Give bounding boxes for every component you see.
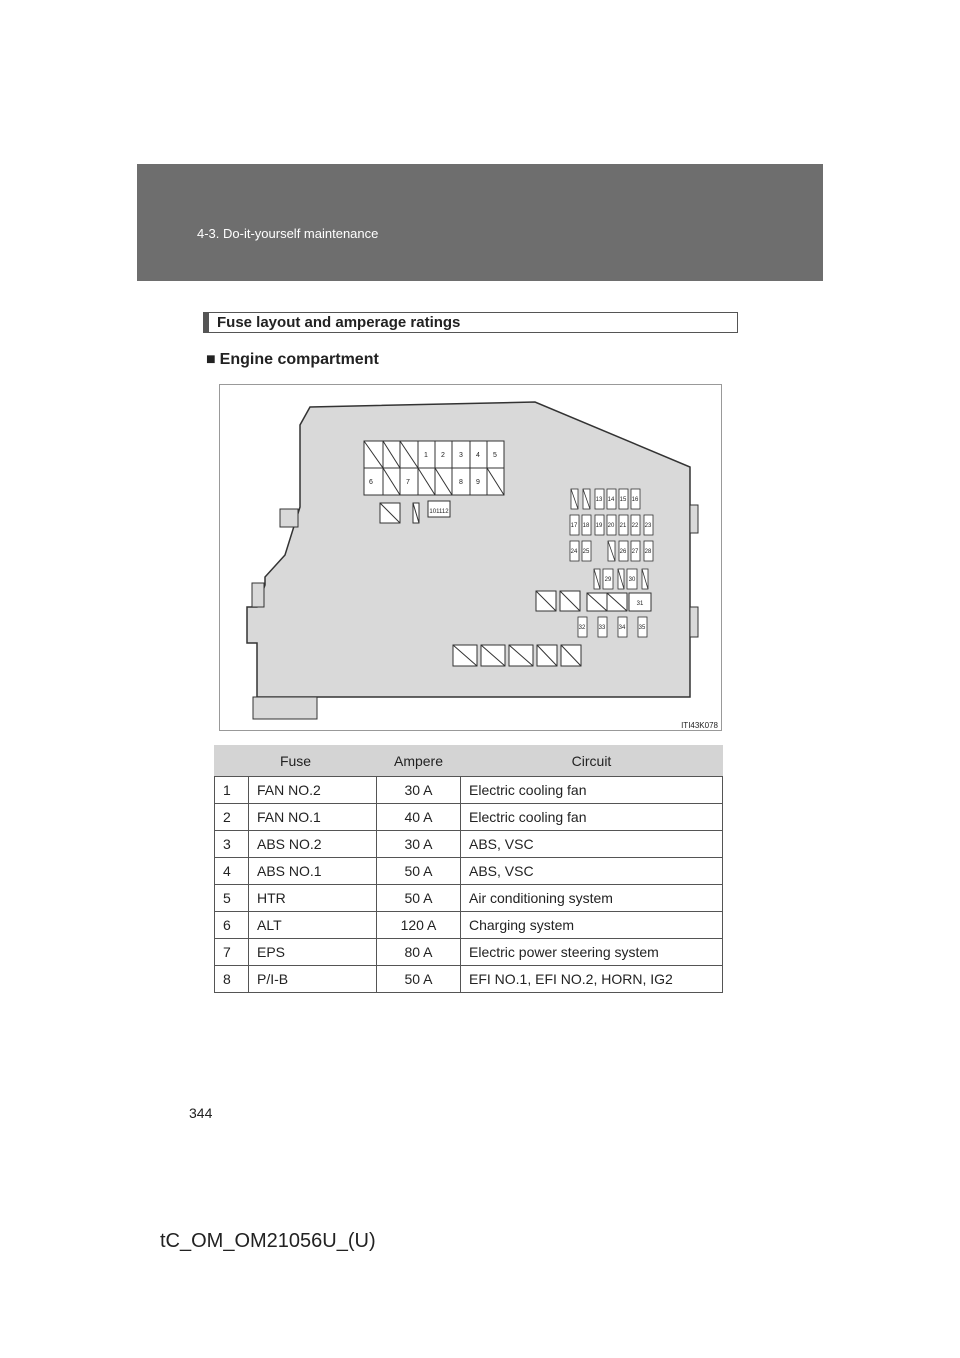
fuse-name: EPS xyxy=(249,939,377,966)
table-row xyxy=(215,777,723,804)
fuse-name: ALT xyxy=(249,912,377,939)
table-row xyxy=(215,912,723,939)
fuse-label-28: 28 xyxy=(644,549,652,555)
fuse-label-18: 18 xyxy=(582,523,590,529)
row-number: 5 xyxy=(215,885,249,912)
ampere-value: 30 A xyxy=(377,777,461,804)
page-number: 344 xyxy=(189,1105,213,1121)
subheading-text: Engine compartment xyxy=(219,351,379,368)
row-number: 2 xyxy=(215,804,249,831)
fuse-table xyxy=(214,745,723,993)
fuse-label-10-11-12: 101112 xyxy=(429,509,449,515)
housing-tab xyxy=(690,505,698,533)
ampere-value: 50 A xyxy=(377,885,461,912)
fuse-name: ABS NO.1 xyxy=(249,858,377,885)
ampere-value: 120 A xyxy=(377,912,461,939)
fuse-label-9: 9 xyxy=(476,479,480,486)
fuse-label-35: 35 xyxy=(638,625,646,631)
fuse-label-8: 8 xyxy=(459,479,463,486)
table-row xyxy=(215,831,723,858)
fuse-label-22: 22 xyxy=(631,523,639,529)
row-number: 7 xyxy=(215,939,249,966)
housing-tab xyxy=(253,697,317,719)
row-number: 1 xyxy=(215,777,249,804)
circuit-value: Charging system xyxy=(461,912,723,939)
header-circuit: Circuit xyxy=(461,746,723,777)
table-header-row xyxy=(215,746,723,777)
fuse-label-2: 2 xyxy=(441,452,445,459)
section-title: 4-3. Do-it-yourself maintenance xyxy=(197,226,379,241)
housing-tab xyxy=(252,583,264,607)
fuse-label-21: 21 xyxy=(619,523,627,529)
fuse-slot-6 xyxy=(364,468,383,495)
circuit-value: Electric cooling fan xyxy=(461,804,723,831)
header-ampere: Ampere xyxy=(377,746,461,777)
section-heading xyxy=(203,312,738,333)
circuit-value: ABS, VSC xyxy=(461,831,723,858)
heading-text: Fuse layout and amperage ratings xyxy=(217,314,461,331)
subheading xyxy=(206,351,379,369)
row-number: 3 xyxy=(215,831,249,858)
fuse-label-3: 3 xyxy=(459,452,463,459)
fuse-label-34: 34 xyxy=(618,625,626,631)
fuse-label-32: 32 xyxy=(578,625,586,631)
table-row xyxy=(215,804,723,831)
ampere-value: 80 A xyxy=(377,939,461,966)
row-number: 8 xyxy=(215,966,249,993)
fuse-label-15: 15 xyxy=(619,497,627,503)
fuse-label-30: 30 xyxy=(628,577,636,583)
ampere-value: 30 A xyxy=(377,831,461,858)
table-row xyxy=(215,858,723,885)
fuse-name: HTR xyxy=(249,885,377,912)
fuse-label-24: 24 xyxy=(570,549,578,555)
circuit-value: Electric power steering system xyxy=(461,939,723,966)
fuse-label-4: 4 xyxy=(476,452,480,459)
heading-accent-bar xyxy=(204,313,209,332)
ampere-value: 50 A xyxy=(377,966,461,993)
fuse-label-7: 7 xyxy=(406,479,410,486)
fuse-label-25: 25 xyxy=(582,549,590,555)
fuse-label-33: 33 xyxy=(598,625,606,631)
fuse-name: FAN NO.1 xyxy=(249,804,377,831)
ampere-value: 40 A xyxy=(377,804,461,831)
housing-tab xyxy=(280,509,298,527)
fuse-label-29: 29 xyxy=(604,577,612,583)
ampere-value: 50 A xyxy=(377,858,461,885)
fuse-label-31: 31 xyxy=(636,601,644,607)
fuse-label-1: 1 xyxy=(424,452,428,459)
fuse-box-drawing xyxy=(220,385,723,732)
fuse-label-16: 16 xyxy=(631,497,639,503)
fuse-label-23: 23 xyxy=(644,523,652,529)
fuse-label-14: 14 xyxy=(607,497,615,503)
fuse-name: FAN NO.2 xyxy=(249,777,377,804)
circuit-value: ABS, VSC xyxy=(461,858,723,885)
fuse-name: ABS NO.2 xyxy=(249,831,377,858)
table-row xyxy=(215,939,723,966)
square-bullet-icon: ■ xyxy=(206,351,216,368)
fuse-label-27: 27 xyxy=(631,549,639,555)
footer-code: tC_OM_OM21056U_(U) xyxy=(160,1230,376,1252)
row-number: 6 xyxy=(215,912,249,939)
fuse-label-6: 6 xyxy=(369,479,373,486)
fuse-name: P/I-B xyxy=(249,966,377,993)
housing-tab xyxy=(690,607,698,637)
header-fuse: Fuse xyxy=(215,746,377,777)
fuse-label-20: 20 xyxy=(607,523,615,529)
fuse-label-19: 19 xyxy=(595,523,603,529)
header-band xyxy=(137,164,823,281)
fuse-box-diagram xyxy=(219,384,722,731)
fuse-label-26: 26 xyxy=(619,549,627,555)
row-number: 4 xyxy=(215,858,249,885)
fuse-label-17: 17 xyxy=(570,523,578,529)
fuse-label-5: 5 xyxy=(493,452,497,459)
table-row xyxy=(215,885,723,912)
circuit-value: Electric cooling fan xyxy=(461,777,723,804)
table-row xyxy=(215,966,723,993)
diagram-code: ITI43K078 xyxy=(681,721,718,730)
circuit-value: EFI NO.1, EFI NO.2, HORN, IG2 xyxy=(461,966,723,993)
fuse-label-13: 13 xyxy=(595,497,603,503)
circuit-value: Air conditioning system xyxy=(461,885,723,912)
